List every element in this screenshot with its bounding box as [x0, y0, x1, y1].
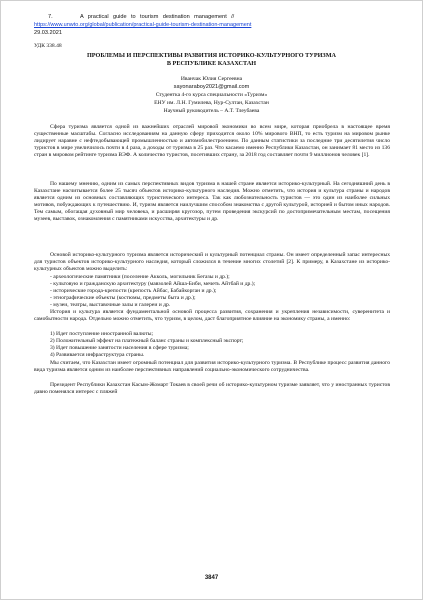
reference-url-link[interactable]: https://www.unwto.org/global/publication/practical-guide-tourism-destination-management — [34, 22, 252, 28]
article-title-line-1: ПРОБЛЕМЫ И ПЕРСПЕКТИВЫ РАЗВИТИЯ ИСТОРИКО-КУЛЬТУРНОГО ТУРИЗМА — [86, 52, 336, 59]
author-name: Иванчак Юлия Сергеевна — [180, 76, 243, 82]
paragraph-6: Президент Республики Казахстан Касым-Жомарт Токаев в своей речи об историко-культурном туризме заявляет, что у иностранных туристов давно поменялся интерес с пляжей — [34, 382, 390, 396]
author-email[interactable]: sayonaraboy2021@gmail.com — [173, 84, 250, 90]
article-title-line-2: В РЕСПУБЛИКЕ КАЗАХСТАН — [166, 60, 257, 67]
author-university: ЕНУ им. Л.Н. Гумилева, Нур-Султан, Казахстан — [154, 100, 269, 106]
reference-date: 29.03.2021 — [34, 30, 62, 36]
list-item: 1) Идет поступление иностранной валюты; — [50, 331, 154, 337]
author-status: Студентка 4-го курса специальности «Туризм» — [155, 92, 268, 98]
list-item: - исторические города-крепости (крепость Айбас, Бабайкорган и др.); — [50, 288, 217, 294]
paragraph-2: По нашему мнению, одним из самых перспективных видов туризма в нашей стране является историко-культурный. На сегодняшний день в Казахстане насчитывается более 25 тысяч объектов историко-культурного наследия. Можно отметить, что история и культура страны и народов является одним из основных составляющих туристического интереса. Так как любознательность туристов — это один из наиболее сильных мотивов, побуждающих к путешествию. И, туризм является наилучшим способом знакомства с другой культурой, историей и бытом иных народов. Тем самым, обогащая духовный мир человека, и расширяя кругозор, путем проведения экскурсий по достопримечательным местам, посещения музеев, выставок, ознакомления с памятниками искусства, архитектуры и др. — [34, 181, 390, 223]
scientific-supervisor: Научный руководитель – А.Т. Тлеубаева — [163, 108, 260, 114]
paragraph-1: Сфера туризма является одной из важнейших отраслей мировой экономики во всем мире, которая приобрела в настоящее время существенные масштабы. Согласно исследованиям на данную сферу приходится около 10% мирового ВНП, то есть туризм на мировом рынке лидирует наравне с нефтедобывающей промышленностью и автомобилестроением. По данным статистики за последние три десятилетия число туристов в мире увеличилось почти в 4 раза, а доходы от туризма в 25 раз. Что касаемо именно Республики Казахстан, он занимает 81 место из 136 стран в мировом рейтинге туризма ВЭФ. А количество туристов, посетивших страну, за 2018 год составляет почти 9 миллионов человек [1]. — [34, 124, 390, 159]
udc-code: УДК 338.48 — [34, 43, 62, 49]
list-item: - этнографические объекты (костюмы, предметы быта и др.); — [50, 295, 196, 301]
reference-text: A practical guide to tourism destination management // — [80, 14, 235, 20]
list-item: 2) Положительный эффект на платежный баланс страны и комплексный экспорт; — [50, 338, 244, 344]
list-item: 4) Развивается инфраструктура страны. — [50, 352, 145, 358]
list-item: - культовую и гражданскую архитектуру (мавзолей Айша-Биби, мечеть Айтбай и др.); — [50, 281, 256, 287]
reference-number: 7. — [48, 14, 53, 20]
list-item: - археологические памятники (поселение Акколь, могильник Бегазы и др.); — [50, 274, 230, 280]
list-item: 3) Идет повышение занятости населения в сфере туризма; — [50, 345, 189, 351]
paragraph-4: История и культура является фундаментальной основой процесса развития, сохранения и укрепления независимости, суверенитета и самобытности народа. Отдельно можно отметить, что туризм, в целом, даст благоприятное влияние на экономику страны, а именно: — [34, 309, 390, 323]
page-number: 3847 — [204, 574, 219, 581]
paragraph-3: Основой историко-культурного туризма является исторический и культурный потенциал страны. Он имеет определенный запас интересных для туристов объектов историко-культурного наследия, который сложился в течение многих столетий [2]. К примеру, в Казахстане из историко-культурных объектов можно выделить: — [34, 252, 390, 273]
paragraph-5: Мы считаем, что Казахстан имеет огромный потенциал для развития историко-культурного туризма. В Республике процесс развития данного вида туризма является одним из наиболее перспективных направлений социально-экономического сотрудничества. — [34, 360, 390, 374]
list-item: - музеи, театры, выставочные залы и галереи и др. — [50, 302, 171, 308]
